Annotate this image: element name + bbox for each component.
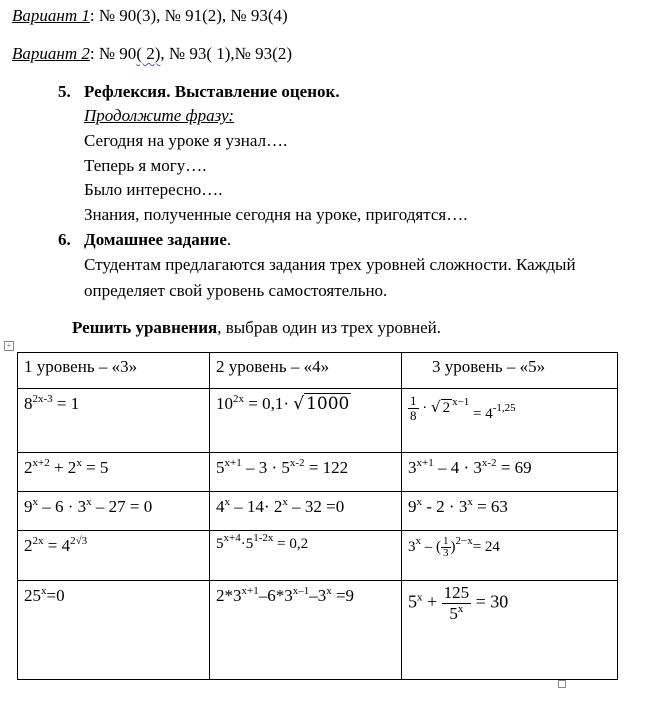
eq-part: – 14· 2	[230, 497, 283, 517]
eq-exponent: 2x	[233, 393, 244, 405]
eq-part: – 27 = 0	[91, 497, 153, 517]
eq-rest: = 0,1·	[244, 394, 294, 413]
section-5-number: 5.	[58, 82, 71, 101]
eq-exponent: x+4	[223, 531, 241, 544]
eq-exponent: x–1	[292, 584, 310, 597]
eq-part: – 4 · 3	[433, 458, 482, 478]
eq-part: = 4	[43, 535, 71, 555]
variant-1-tasks: : № 90(3), № 91(2), № 93(4)	[89, 6, 288, 25]
reflection-line: Знания, полученные сегодня на уроке, пригодятся….	[84, 205, 468, 224]
equation-cell	[18, 453, 210, 492]
table-header-row	[18, 353, 618, 389]
fraction	[441, 536, 451, 559]
eq-part: =9	[331, 585, 355, 605]
equation-cell	[402, 492, 618, 531]
eq-part: - 2 · 3	[422, 497, 468, 517]
equation-cell	[210, 530, 402, 580]
eq-exponent: x	[32, 496, 38, 509]
eq-part: 25	[24, 585, 41, 605]
equations-table	[17, 352, 618, 680]
eq-exponent: x+1	[224, 457, 242, 470]
equation-cell	[18, 492, 210, 531]
instruction-rest: , выбрав один из трех уровней.	[217, 318, 442, 337]
eq-part: –3	[309, 585, 327, 605]
eq-part: 2*3	[216, 585, 242, 605]
eq-exponent: x+2	[32, 457, 50, 470]
eq-exponent: 2x-3	[32, 393, 53, 405]
eq-exponent: x	[417, 591, 423, 604]
equation-cell	[18, 389, 210, 453]
equation-cell	[402, 389, 618, 453]
eq-exponent: x	[86, 496, 92, 509]
eq-exponent: x	[224, 496, 230, 509]
eq-part: = 5	[81, 458, 109, 478]
header-level-3: 3 уровень – «5»	[402, 353, 618, 389]
equation-cell	[402, 530, 618, 580]
equation-cell	[18, 530, 210, 580]
table-row	[18, 389, 618, 453]
section-6-text-line-1: Студентам предлагаются задания трех уровней сложности. Каждый	[84, 255, 576, 274]
reflection-line: Сегодня на уроке я узнал….	[84, 131, 288, 150]
section-6-title: Домашнее задание	[84, 230, 227, 249]
eq-part: = 0,2	[273, 535, 309, 552]
eq-exponent: x+1	[416, 457, 434, 470]
table-row	[18, 453, 618, 492]
eq-exponent: x	[76, 457, 82, 470]
eq-part: – 32 =0	[287, 497, 345, 517]
eq-exponent: x	[326, 584, 332, 597]
eq-part: )	[450, 538, 456, 555]
variant-2-label: Вариант 2	[12, 44, 90, 63]
sqrt-radicand: 2	[442, 399, 451, 416]
eq-part: = 24	[472, 538, 500, 555]
eq-part: 9	[408, 497, 417, 517]
eq-part: 4	[216, 497, 225, 517]
eq-base: 8	[24, 394, 33, 413]
section-5-prompt: Продолжите фразу:	[84, 106, 235, 125]
fraction-numerator: 1	[410, 393, 417, 408]
eq-part: + 2	[49, 458, 77, 478]
eq-part: =0	[46, 585, 65, 605]
section-5-title: Рефлексия. Выставление оценок.	[84, 82, 340, 101]
table-resize-handle-icon[interactable]	[558, 680, 566, 688]
equation-cell	[210, 492, 402, 531]
fraction-numerator: 125	[443, 582, 470, 602]
eq-part: – 6 · 3	[38, 497, 87, 517]
fraction	[442, 583, 472, 624]
fraction-denominator: 8	[410, 408, 417, 423]
eq-part: 2	[24, 535, 33, 555]
fraction-denominator-base: 5	[449, 603, 458, 623]
equation-cell	[18, 580, 210, 679]
variant-1-label: Вариант 1	[12, 6, 90, 25]
fraction-denominator	[442, 604, 472, 624]
eq-exponent: 2√3	[70, 534, 88, 547]
instruction-line	[72, 318, 441, 338]
sqrt-symbol: √	[431, 397, 441, 416]
eq-exponent: x	[41, 584, 47, 597]
eq-exponent: 2−x	[455, 534, 473, 547]
eq-part: 3	[408, 538, 416, 555]
eq-part: – (	[421, 538, 441, 555]
instruction-bold: Решить уравнения	[72, 318, 218, 337]
eq-exponent: x	[467, 496, 473, 509]
eq-exponent: x−1	[452, 395, 470, 408]
eq-part: ·5	[240, 535, 254, 552]
eq-part: +	[422, 591, 442, 612]
eq-part: 3	[408, 458, 417, 478]
equation-cell	[402, 453, 618, 492]
eq-exponent: x	[457, 602, 464, 615]
eq-exponent: x	[282, 496, 288, 509]
section-6-title-suffix: .	[226, 230, 232, 249]
eq-part: 5	[216, 535, 224, 552]
eq-exponent: x	[416, 496, 422, 509]
eq-exponent: 2x	[32, 534, 44, 547]
eq-part: = 122	[304, 458, 349, 478]
eq-exponent: x-2	[481, 457, 497, 470]
eq-part: = 30	[471, 591, 509, 612]
eq-part: 5	[408, 591, 417, 612]
sqrt-symbol: √	[293, 394, 305, 414]
table-row	[18, 580, 618, 679]
section-6-number: 6.	[58, 230, 71, 249]
equation-cell	[210, 580, 402, 679]
eq-rest: ·	[418, 399, 431, 416]
eq-exponent: -1,25	[492, 401, 516, 414]
table-row	[18, 530, 618, 580]
variant-2-line	[12, 44, 292, 64]
eq-exponent: x	[415, 534, 421, 547]
fraction	[408, 394, 419, 423]
fraction-numerator: 1	[443, 534, 449, 547]
section-6-text-line-2: определяет свой уровень самостоятельно.	[84, 281, 388, 300]
equation-cell	[402, 580, 618, 679]
eq-exponent: x-2	[289, 457, 305, 470]
eq-exponent: x+1	[241, 584, 259, 597]
eq-base: 10	[216, 394, 233, 413]
eq-part: = 69	[496, 458, 532, 478]
variant-1-line	[12, 6, 288, 26]
eq-part: 5	[216, 458, 225, 478]
table-move-handle-icon[interactable]: +	[4, 341, 14, 351]
reflection-line: Теперь я могу….	[84, 156, 207, 175]
header-level-2: 2 уровень – «4»	[210, 353, 402, 389]
eq-rest: = 4	[469, 405, 493, 422]
eq-part: – 3 · 5	[241, 458, 290, 478]
eq-part: –6*3	[258, 585, 293, 605]
variant-2-tasks-b: ( 2)	[136, 44, 161, 63]
equation-cell	[210, 389, 402, 453]
eq-part: 2	[24, 458, 33, 478]
eq-part: 9	[24, 497, 33, 517]
sqrt-radicand: 1000	[306, 394, 350, 414]
eq-part: = 63	[472, 497, 508, 517]
eq-exponent: 1-2x	[253, 531, 274, 544]
variant-2-tasks-a: : № 90	[89, 44, 137, 63]
eq-rest: = 1	[52, 394, 80, 413]
header-level-1: 1 уровень – «3»	[18, 353, 210, 389]
section-6-title-line	[84, 230, 231, 250]
table-row	[18, 492, 618, 531]
variant-2-tasks-c: , № 93( 1),№ 93(2)	[160, 44, 292, 63]
fraction-denominator: 3	[443, 546, 449, 559]
reflection-line: Было интересно….	[84, 180, 223, 199]
equation-cell	[210, 453, 402, 492]
